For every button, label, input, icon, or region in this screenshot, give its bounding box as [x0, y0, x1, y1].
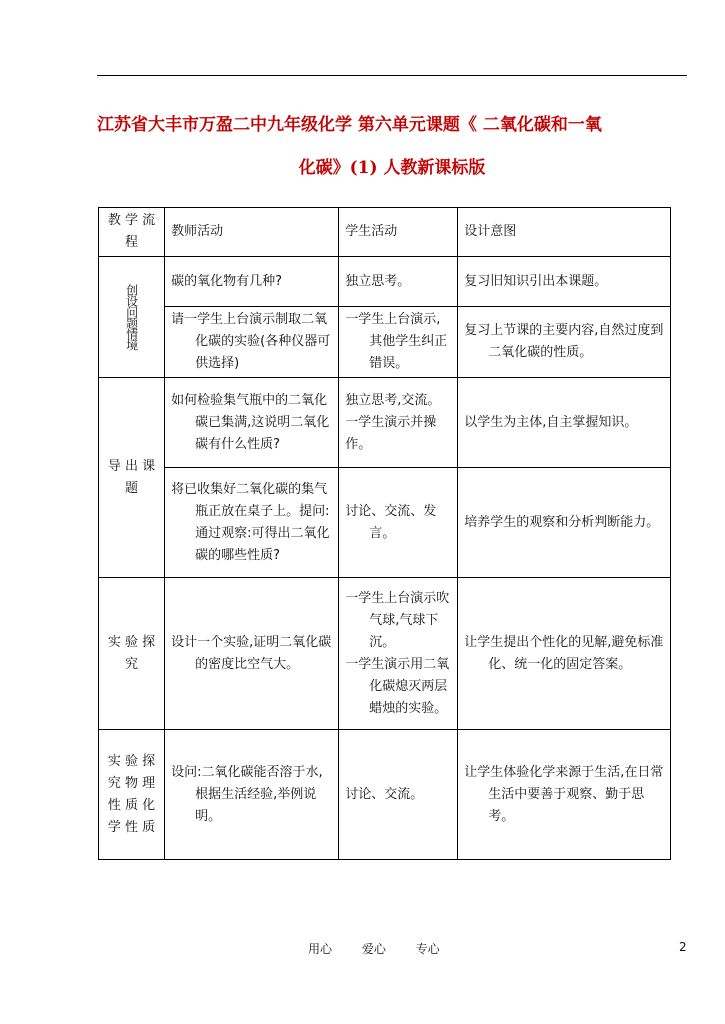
teacher-cell: 碳的氧化物有几种? [165, 257, 339, 307]
footer-motto [308, 940, 466, 957]
student-cell: 讨论、交流。 [339, 730, 458, 860]
table-row [99, 730, 671, 860]
flow-cell-situation [99, 257, 165, 378]
teacher-cell: 设问:二氧化碳能否溶于水,根据生活经验,举例说明。 [165, 730, 339, 860]
student-cell [339, 578, 458, 730]
motto-item: 用心 [308, 942, 333, 956]
intent-cell: 复习旧知识引出本课题。 [458, 257, 671, 307]
title-line-1: 江苏省大丰市万盈二中九年级化学 第六单元课题《 二氧化碳和一氧 [97, 115, 602, 135]
header-flow: 教 学 流 程 [99, 208, 165, 257]
table-header-row [99, 208, 671, 257]
student-cell: 一学生上台演示,其他学生纠正错误。 [339, 307, 458, 378]
student-cell: 独立思考,交流。一学生演示并操作。 [339, 378, 458, 468]
flow-cell-properties: 实 验 探 究 物 理 性 质 化 学 性 质 [99, 730, 165, 860]
intent-cell: 复习上节课的主要内容,自然过度到二氧化碳的性质。 [458, 307, 671, 378]
teacher-cell: 设计一个实验,证明二氧化碳的密度比空气大。 [165, 578, 339, 730]
flow-cell-experiment: 实 验 探 究 [99, 578, 165, 730]
header-intent: 设计意图 [458, 208, 671, 257]
student-cell: 讨论、交流、发言。 [339, 468, 458, 578]
student-activity-1: 一学生上台演示吹气球,气球下沉。 [345, 590, 450, 650]
header-student: 学生活动 [339, 208, 458, 257]
table-row [99, 257, 671, 307]
intent-cell: 让学生体验化学来源于生活,在日常生活中要善于观察、勤于思考。 [458, 730, 671, 860]
intent-cell: 让学生提出个性化的见解,避免标准化、统一化的固定答案。 [458, 578, 671, 730]
document-title [97, 104, 687, 190]
lesson-plan-table [98, 207, 671, 860]
motto-item: 专心 [415, 942, 440, 956]
teacher-cell: 请一学生上台演示制取二氧化碳的实验(各种仪器可供选择) [165, 307, 339, 378]
teacher-cell: 将已收集好二氧化碳的集气瓶正放在桌子上。提问:通过观察:可得出二氧化碳的哪些性质? [165, 468, 339, 578]
student-cell: 独立思考。 [339, 257, 458, 307]
teacher-cell: 如何检验集气瓶中的二氧化碳已集满,这说明二氧化碳有什么性质? [165, 378, 339, 468]
header-teacher: 教师活动 [165, 208, 339, 257]
table-row [99, 307, 671, 378]
flow-label: 创设问题情境 [124, 284, 139, 350]
intent-cell: 培养学生的观察和分析判断能力。 [458, 468, 671, 578]
header-rule [97, 75, 687, 76]
title-line-2: 化碳》(1) 人教新课标版 [298, 158, 486, 178]
motto-item: 爱心 [361, 942, 386, 956]
page-number: 2 [679, 940, 687, 954]
table-row [99, 378, 671, 468]
flow-cell-topic: 导 出 课 题 [99, 378, 165, 578]
student-activity-2: 一学生演示用二氧化碳熄灭两层蜡烛的实验。 [345, 656, 450, 716]
intent-cell: 以学生为主体,自主掌握知识。 [458, 378, 671, 468]
table-row [99, 578, 671, 730]
table-row [99, 468, 671, 578]
